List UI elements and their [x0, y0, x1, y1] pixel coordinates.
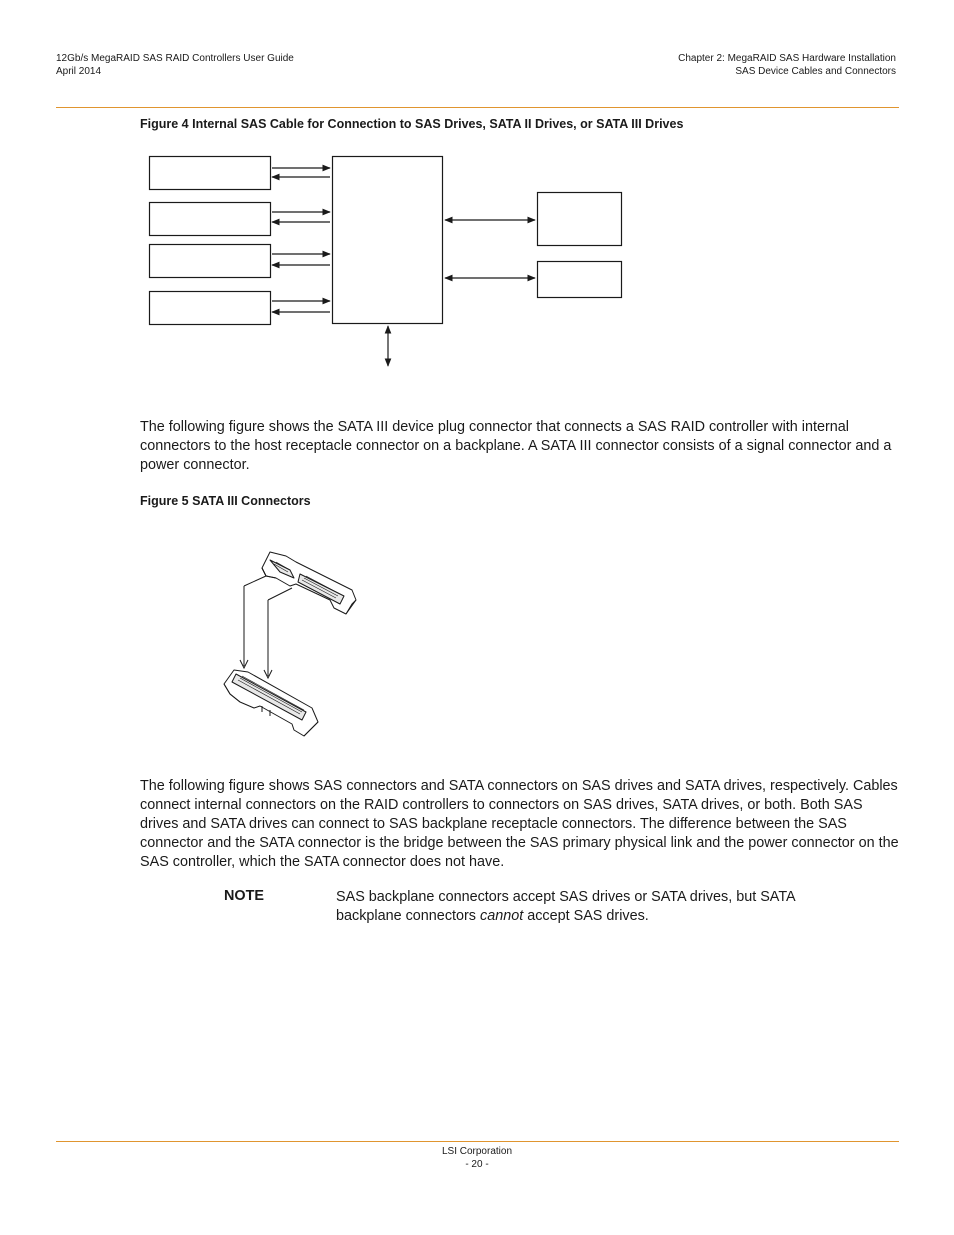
body-paragraph-1: The following figure shows the SATA III device plug connector that connects a SAS RAID controller with internal connectors to the host receptacle connector on a backplane. A SATA III connector consists of a signal connector and a power connector. — [140, 419, 892, 473]
figure-4-caption: Figure 4 Internal SAS Cable for Connection to SAS Drives, SATA II Drives, or SATA III Drives — [140, 117, 684, 131]
diagram-box-left-1 — [150, 157, 271, 190]
figure-5-caption: Figure 5 SATA III Connectors — [140, 494, 311, 508]
chapter-title: Chapter 2: MegaRAID SAS Hardware Installation — [678, 53, 896, 64]
note-label: NOTE — [224, 888, 264, 904]
page-number: - 20 - — [465, 1158, 489, 1170]
company-name: LSI Corporation — [441, 1146, 513, 1157]
footer-rule — [56, 1141, 899, 1142]
document-date: April 2014 — [56, 65, 102, 77]
diagram-box-left-3 — [150, 245, 271, 278]
note-text-before: SAS backplane connectors accept SAS drives or SATA drives, but SATA backplane connectors — [336, 889, 795, 924]
diagram-box-center — [333, 157, 443, 324]
section-title: SAS Device Cables and Connectors — [735, 65, 896, 77]
sata-receptacle-connector — [224, 670, 318, 736]
diagram-box-right-2 — [538, 262, 622, 298]
running-footer — [0, 1146, 954, 1171]
note-text — [336, 888, 796, 926]
diagram-box-left-2 — [150, 203, 271, 236]
body-paragraph-2: The following figure shows SAS connectors and SATA connectors on SAS drives and SATA drives, respectively. Cables connect internal connectors on the RAID controllers to connectors on SAS drives, SATA drives, or both. Both SAS drives and SATA drives can connect to SAS backplane receptacle connectors. The difference between the SAS connector and the SATA connector is the bridge between the SAS primary physical link and the power connector on the SAS controller, which the SATA connector does not have. — [140, 778, 899, 870]
document-title: 12Gb/s MegaRAID SAS RAID Controllers User Guide — [56, 53, 294, 64]
note-text-emphasis: cannot — [480, 908, 524, 924]
mating-line-right-top — [268, 588, 292, 600]
diagram-box-right-1 — [538, 193, 622, 246]
diagram-box-left-4 — [150, 292, 271, 325]
mating-line-left-top — [244, 576, 266, 586]
sata-plug-connector — [262, 552, 356, 614]
note-text-after: accept SAS drives. — [523, 908, 649, 924]
